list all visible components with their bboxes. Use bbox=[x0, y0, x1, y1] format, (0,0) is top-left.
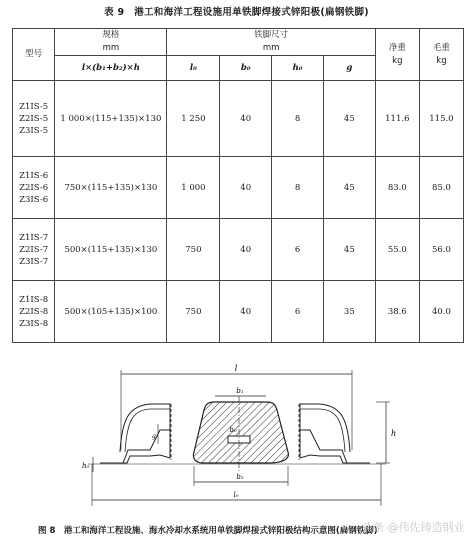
header-col-b0: b₀ bbox=[220, 56, 272, 81]
model-code: Z2IS-8 bbox=[19, 306, 49, 317]
header-net-unit: kg bbox=[392, 55, 403, 66]
dim-label-l: l bbox=[234, 364, 238, 373]
row-l0: 1 250 bbox=[167, 81, 220, 157]
model-code: Z1IS-7 bbox=[19, 232, 49, 243]
model-code: Z3IS-7 bbox=[19, 256, 49, 267]
dim-label-h0: h₀ bbox=[82, 462, 90, 470]
anode-diagram-svg bbox=[0, 360, 473, 520]
row-net: 111.6 bbox=[375, 81, 419, 157]
header-spec-formula: l×(b₁+b₂)×h bbox=[55, 56, 167, 81]
left-anode-end bbox=[120, 404, 170, 452]
row-b0: 40 bbox=[220, 219, 272, 281]
row-net: 55.0 bbox=[375, 219, 419, 281]
table-row bbox=[13, 81, 464, 157]
model-code: Z1IS-5 bbox=[19, 101, 49, 112]
header-spec-unit: mm bbox=[102, 43, 120, 53]
row-l0: 750 bbox=[167, 281, 220, 343]
anode-diagram bbox=[0, 360, 473, 520]
row-g: 45 bbox=[323, 81, 375, 157]
header-spec-label: 规格 bbox=[102, 30, 120, 40]
row-h0: 8 bbox=[272, 81, 324, 157]
header-net-label: 净重 bbox=[388, 42, 406, 53]
table-row bbox=[13, 219, 464, 281]
left-foot bbox=[100, 430, 170, 463]
row-models bbox=[13, 219, 55, 281]
row-models bbox=[13, 157, 55, 219]
model-code: Z3IS-6 bbox=[19, 194, 49, 205]
header-gross-unit: kg bbox=[436, 55, 447, 66]
row-b0: 40 bbox=[220, 281, 272, 343]
row-spec: 500×(115+135)×130 bbox=[55, 219, 167, 281]
row-g: 45 bbox=[323, 219, 375, 281]
row-net: 83.0 bbox=[375, 157, 419, 219]
header-foot-unit: mm bbox=[262, 43, 280, 53]
header-gross bbox=[419, 29, 463, 81]
row-g: 45 bbox=[323, 157, 375, 219]
dim-label-b1: b₁ bbox=[236, 387, 244, 395]
row-net: 38.6 bbox=[375, 281, 419, 343]
row-spec: 500×(105+135)×100 bbox=[55, 281, 167, 343]
row-models bbox=[13, 281, 55, 343]
row-h0: 6 bbox=[272, 281, 324, 343]
right-anode-end bbox=[300, 404, 350, 452]
dim-label-b2: b₂ bbox=[236, 473, 244, 481]
row-spec: 1 000×(115+135)×130 bbox=[55, 81, 167, 157]
dim-label-l0: l₀ bbox=[233, 491, 239, 499]
model-code: Z3IS-8 bbox=[19, 318, 49, 329]
model-code: Z1IS-8 bbox=[19, 294, 49, 305]
table-row bbox=[13, 281, 464, 343]
dim-label-b0: b₀ bbox=[229, 426, 237, 434]
model-code: Z2IS-6 bbox=[19, 182, 49, 193]
spec-table bbox=[12, 28, 464, 343]
figure-caption: 图 8 港工和海洋工程设施、海水冷却水系统用单铁脚焊接式锌阳极结构示意图(扁钢铁脚) bbox=[38, 526, 378, 536]
watermark: 头条 @伟佐铸造钢业 bbox=[362, 521, 465, 534]
model-code: Z2IS-5 bbox=[19, 113, 49, 124]
header-foot bbox=[167, 29, 375, 56]
row-gross: 56.0 bbox=[419, 219, 463, 281]
row-h0: 6 bbox=[272, 219, 324, 281]
dim-label-h: h bbox=[391, 429, 397, 438]
anode-cross-section bbox=[193, 402, 288, 463]
row-b0: 40 bbox=[220, 81, 272, 157]
header-foot-label: 铁脚尺寸 bbox=[254, 30, 289, 40]
right-foot bbox=[300, 430, 370, 463]
row-g: 35 bbox=[323, 281, 375, 343]
header-col-l0: l₀ bbox=[167, 56, 220, 81]
row-b0: 40 bbox=[220, 157, 272, 219]
header-spec bbox=[55, 29, 167, 56]
header-net bbox=[375, 29, 419, 81]
header-model: 型号 bbox=[13, 29, 55, 81]
header-col-h0: h₀ bbox=[272, 56, 324, 81]
row-l0: 1 000 bbox=[167, 157, 220, 219]
header-gross-label: 毛重 bbox=[432, 42, 450, 53]
row-models bbox=[13, 81, 55, 157]
row-h0: 8 bbox=[272, 157, 324, 219]
row-spec: 750×(115+135)×130 bbox=[55, 157, 167, 219]
row-gross: 85.0 bbox=[419, 157, 463, 219]
header-col-g: g bbox=[323, 56, 375, 81]
model-code: Z2IS-7 bbox=[19, 244, 49, 255]
dim-label-g: g bbox=[152, 433, 156, 440]
row-gross: 40.0 bbox=[419, 281, 463, 343]
model-code: Z1IS-6 bbox=[19, 170, 49, 181]
table-title: 表 9 港工和海洋工程设施用单铁脚焊接式锌阳极(扁钢铁脚) bbox=[104, 7, 369, 18]
row-l0: 750 bbox=[167, 219, 220, 281]
table-row bbox=[13, 157, 464, 219]
row-gross: 115.0 bbox=[419, 81, 463, 157]
model-code: Z3IS-5 bbox=[19, 125, 49, 136]
